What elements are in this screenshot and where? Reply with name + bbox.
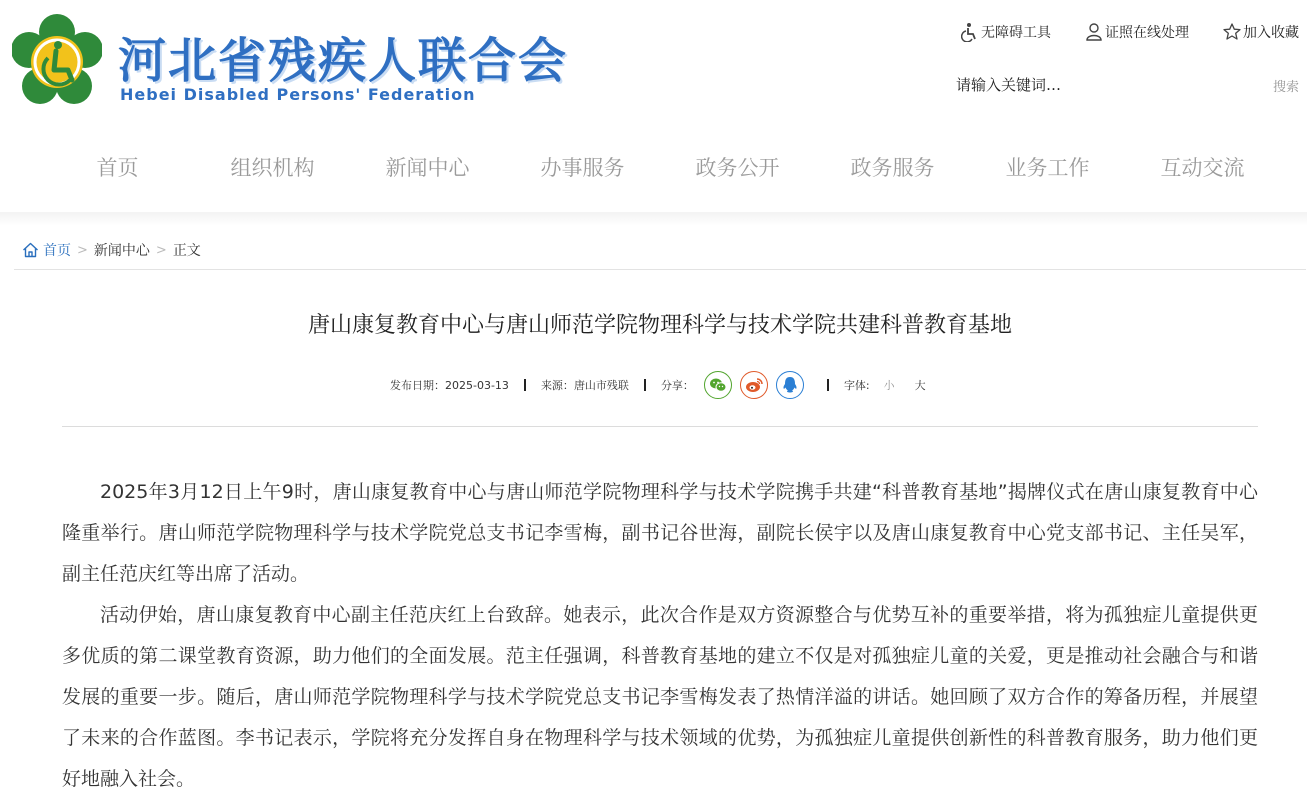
qq-share-icon[interactable] [776,371,804,399]
weibo-share-icon[interactable] [740,371,768,399]
breadcrumb-divider [14,269,1306,270]
share-label: 分享： [660,379,694,392]
publish-date: 2025-03-13 [445,378,509,392]
nav-item-services[interactable]: 办事服务 [540,156,625,180]
site-subtitle: Hebei Disabled Persons' Federation [120,85,476,104]
meta-divider [524,379,526,391]
chevron-right-icon: > [77,242,88,258]
article-paragraph: 活动伊始，唐山康复教育中心副主任范庆红上台致辞。她表示，此次合作是双方资源整合与优势互补的重要举措，将为孤独症儿童提供更多优质的第二课堂教育资源，助力他们的全面发展。范主任强调，科普教育基地的建立不仅是对孤独症儿童的关爱，更是推动社会融合与和谐发展的重要一步。随后，唐山师范学院物理科学与技术学院党总支书记李雪梅发表了热情洋溢的讲话。她回顾了双方合作的筹备历程，并展望了未来的合作蓝图。李书记表示，学院将充分发挥自身在物理科学与技术领域的优势，为孤独症儿童提供创新性的科普教育服务，助力他们更好地融入社会。 [62,604,1258,790]
font-size-label: 字体: [843,379,870,392]
breadcrumb-section[interactable]: 新闻中心 [93,243,150,259]
header-tools [961,22,1299,42]
meta-divider [827,379,829,391]
date-label: 发布日期： [390,379,445,392]
accessibility-icon [961,22,979,42]
source-label: 来源： [540,379,574,392]
breadcrumb [22,240,201,260]
font-large-button[interactable]: 大 [914,379,926,392]
site-header [0,0,1307,120]
nav-item-organization[interactable]: 组织机构 [230,156,315,180]
weibo-icon [745,377,763,393]
home-icon [22,242,39,258]
qq-icon [782,376,798,394]
nav-item-home[interactable]: 首页 [96,156,139,180]
search-button[interactable]: 搜索 [1272,79,1299,95]
font-small-button[interactable]: 小 [883,379,895,392]
nav-item-news[interactable]: 新闻中心 [385,156,470,180]
license-online-link[interactable] [1085,22,1189,42]
title-divider [62,426,1258,427]
breadcrumb-home[interactable] [22,240,71,260]
breadcrumb-current: 正文 [172,243,201,259]
nav-item-government-services[interactable]: 政务服务 [850,156,935,180]
article-body [62,472,1258,800]
source-value: 唐山市残联 [573,379,629,392]
wechat-share-icon[interactable] [704,371,732,399]
federation-emblem-icon[interactable] [12,14,102,108]
license-online-label: 证照在线处理 [1105,25,1189,41]
wechat-icon [709,377,727,393]
article-meta [390,370,926,400]
user-icon [1085,22,1103,42]
accessibility-tool-link[interactable] [961,22,1051,42]
nav-item-public-affairs[interactable]: 政务公开 [695,156,780,180]
article-title: 唐山康复教育中心与唐山师范学院物理科学与技术学院共建科普教育基地 [307,313,1012,338]
add-favorite-link[interactable] [1223,22,1299,42]
site-title[interactable]: 河北省残疾人联合会 [118,33,569,89]
meta-divider [644,379,646,391]
star-icon [1223,22,1241,42]
search-bar [956,70,1301,100]
search-input[interactable] [956,76,1196,94]
nav-shadow [0,212,1307,226]
article-paragraph: 2025年3月12日上午9时，唐山康复教育中心与唐山师范学院物理科学与技术学院携手共建“科普教育基地”揭牌仪式在唐山康复教育中心隆重举行。唐山师范学院物理科学与技术学院党总支书记李雪梅，副书记谷世海，副院长侯宇以及唐山康复教育中心党支部书记、主任吴军，副主任范庆红等出席了活动。 [62,481,1258,585]
nav-item-interaction[interactable]: 互动交流 [1160,156,1245,180]
nav-item-business[interactable]: 业务工作 [1005,156,1090,180]
breadcrumb-home-label: 首页 [43,243,71,259]
chevron-right-icon: > [155,242,167,258]
add-favorite-label: 加入收藏 [1243,25,1299,41]
main-nav [40,148,1280,188]
accessibility-tool-label: 无障碍工具 [981,25,1051,41]
